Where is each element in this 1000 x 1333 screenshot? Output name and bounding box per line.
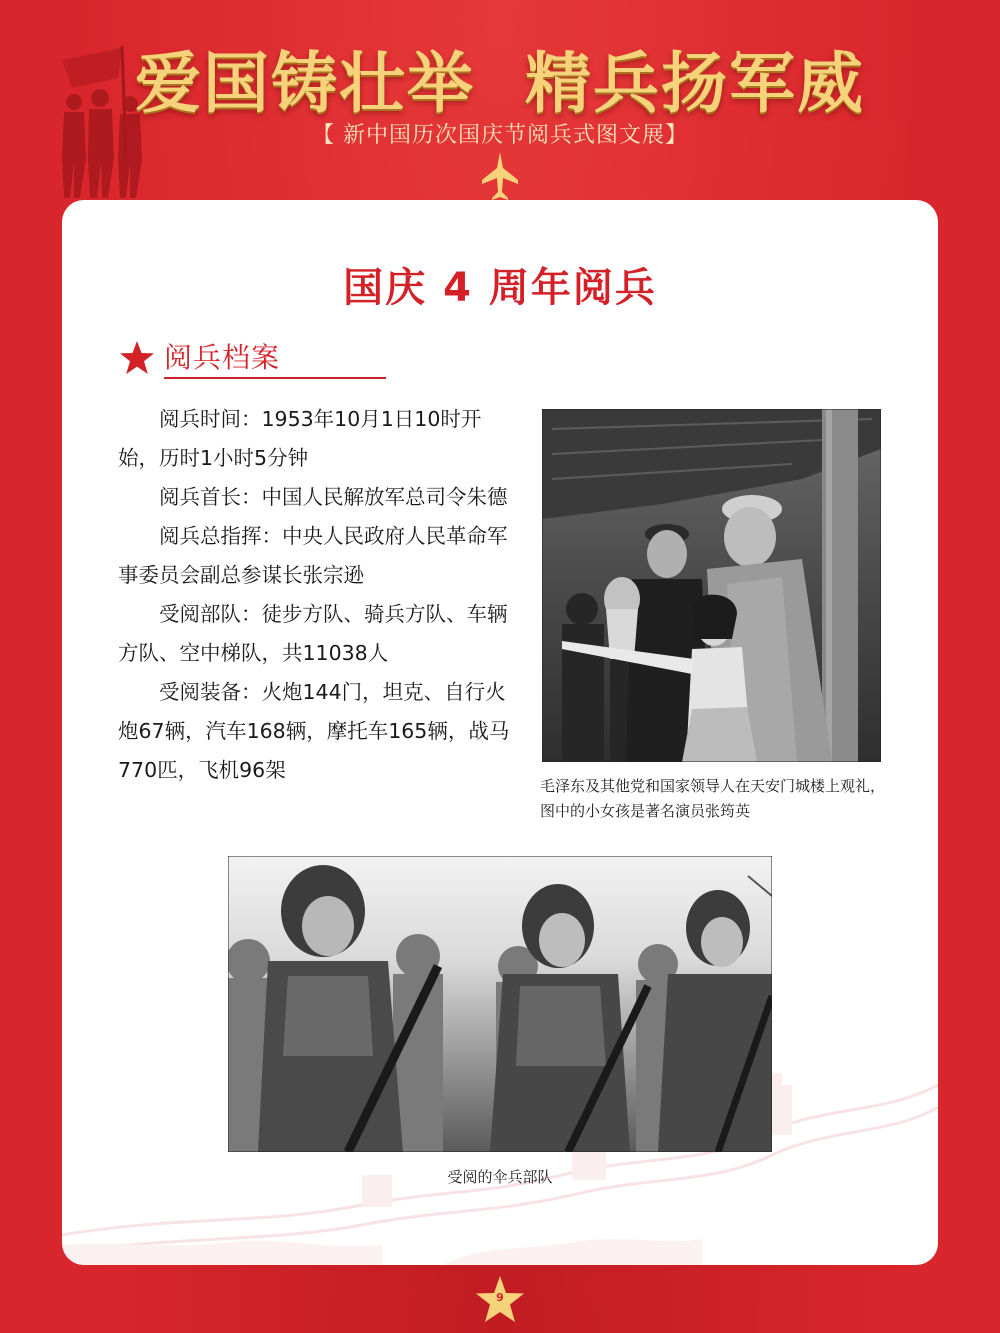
archive-heading <box>118 336 332 380</box>
info-commander: 阅兵首长：中国人民解放军总司令朱德 <box>159 485 508 509</box>
photo1-caption: 毛泽东及其他党和国家领导人在天安门城楼上观礼，图中的小女孩是著名演员张筠英 <box>540 777 886 820</box>
section-title: 国庆 4 周年阅兵 <box>343 265 657 311</box>
photo2-caption: 受阅的伞兵部队 <box>447 1168 553 1186</box>
archive-underline <box>164 377 386 379</box>
content-card <box>62 200 938 1265</box>
jet-emblem-icon <box>480 150 520 202</box>
page-number: 9 <box>496 1291 504 1304</box>
info-chief-director: 阅兵总指挥：中央人民政府人民革命军事委员会副总参谋长张宗逊 <box>118 524 508 587</box>
archive-label: 阅兵档案 <box>164 341 281 374</box>
info-equipment: 受阅装备：火炮144门，坦克、自行火炮67辆，汽车168辆，摩托车165辆，战马770匹，飞机96架 <box>118 680 510 782</box>
parade-info <box>118 400 520 790</box>
paratroopers-photo <box>228 856 772 1152</box>
subtitle: 【 新中国历次国庆节阅兵式图文展】 <box>312 123 688 148</box>
info-time: 阅兵时间：1953年10月1日10时开始，历时1小时5分钟 <box>118 407 482 470</box>
main-title: 爱国铸壮举 精兵扬军威 <box>135 44 865 122</box>
info-troops: 受阅部队：徒步方队、骑兵方队、车辆方队、空中梯队，共11038人 <box>118 602 508 665</box>
leaders-rostrum-photo <box>542 409 881 762</box>
page-number-badge <box>474 1274 526 1326</box>
red-star-icon <box>118 340 156 376</box>
